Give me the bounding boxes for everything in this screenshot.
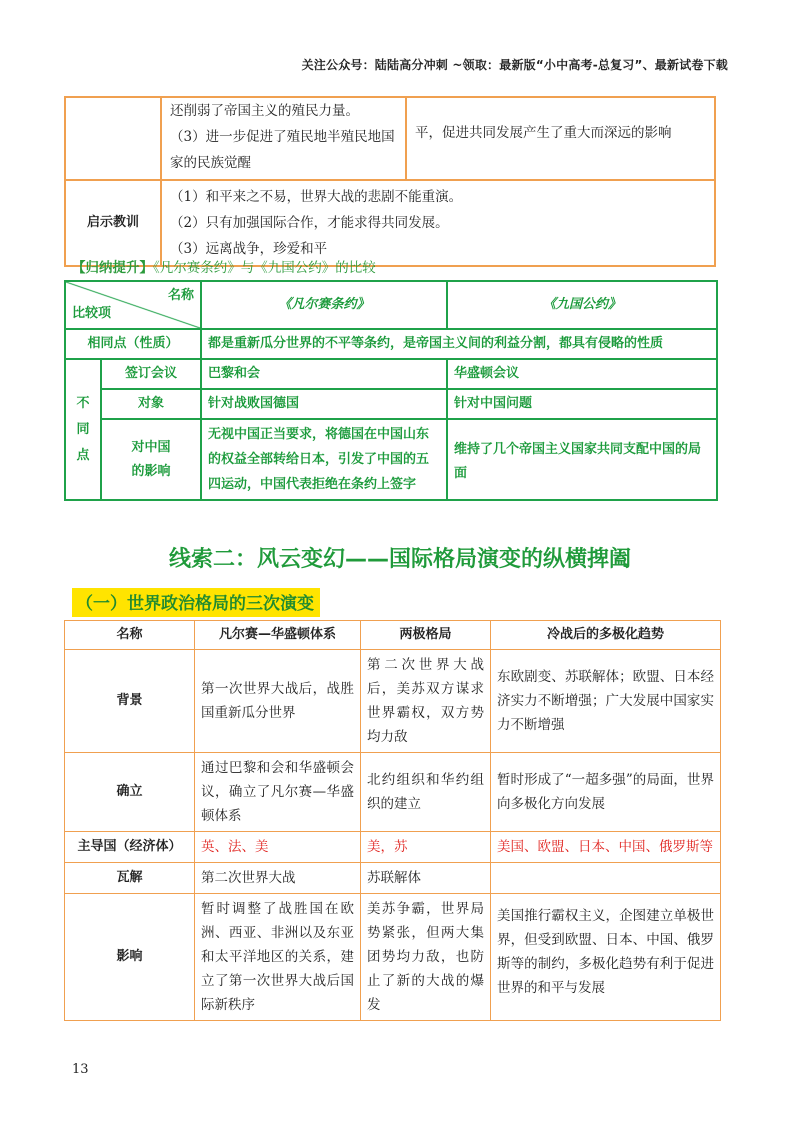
table-row (65, 832, 721, 863)
cell-nine-power: 华盛顿会议 (447, 359, 717, 389)
impact-cell: 平，促进共同发展产生了重大而深远的影响 (406, 97, 715, 180)
table-row (65, 329, 717, 359)
lesson-label: 启示教训 (65, 180, 161, 266)
cell-multipolar: 美国、欧盟、日本、中国、俄罗斯等 (491, 832, 721, 863)
impact-line: 还削弱了帝国主义的殖民力量。 (170, 103, 359, 119)
row-label: 主导国（经济体） (65, 832, 195, 863)
table-row (65, 894, 721, 1021)
table-row (65, 419, 717, 500)
row-label: 影响 (65, 894, 195, 1021)
treaty-comparison-table (64, 280, 718, 501)
cell-multipolar (491, 863, 721, 894)
row-label: 对象 (101, 389, 201, 419)
header-cell: 两极格局 (361, 621, 491, 650)
world-pattern-table (64, 620, 721, 1021)
header-nine-power: 《九国公约》 (447, 281, 717, 329)
cell-multipolar: 东欧剧变、苏联解体；欧盟、日本经济实力不断增强；广大发展中国家实力不断增强 (491, 650, 721, 753)
header-cell: 凡尔赛—华盛顿体系 (195, 621, 361, 650)
row-label: 签订会议 (101, 359, 201, 389)
cell-versailles: 针对战败国德国 (201, 389, 447, 419)
table-row (65, 650, 721, 753)
row-label: 对中国的影响 (101, 419, 201, 500)
table-row (65, 281, 717, 329)
header-versailles: 《凡尔赛条约》 (201, 281, 447, 329)
header-cell: 名称 (65, 621, 195, 650)
cell-versailles-washington: 英、法、美 (195, 832, 361, 863)
row-label: 瓦解 (65, 863, 195, 894)
cell-bipolar: 苏联解体 (361, 863, 491, 894)
lesson-item: （2）只有加强国际合作，才能求得共同发展。 (170, 215, 449, 231)
impact-line: （3）进一步促进了殖民地半殖民地国家的民族觉醒 (170, 129, 395, 171)
section-title: 线索二：风云变幻——国际格局演变的纵横捭阖 (168, 547, 631, 572)
table-row (65, 97, 715, 180)
corner-top: 名称 (167, 288, 194, 303)
cell-bipolar: 第二次世界大战后，美苏双方谋求世界霸权，双方势均力敌 (361, 650, 491, 753)
impact-cell (161, 97, 406, 180)
cell-versailles-washington: 第二次世界大战 (195, 863, 361, 894)
table-row (65, 359, 717, 389)
lesson-cell (161, 180, 715, 266)
table-row (65, 389, 717, 419)
page-number: 13 (72, 1062, 89, 1077)
summary-bracket: 【归纳提升】 (72, 260, 153, 276)
cell-bipolar: 北约组织和华约组织的建立 (361, 753, 491, 832)
row-label: 背景 (65, 650, 195, 753)
lesson-item: （3）远离战争，珍爱和平 (170, 241, 328, 257)
cell-bipolar: 美，苏 (361, 832, 491, 863)
corner-bottom: 比较项 (72, 306, 112, 321)
lesson-item: （1）和平来之不易，世界大战的悲剧不能重演。 (170, 189, 463, 205)
war-impact-table (64, 96, 716, 267)
same-label: 相同点（性质） (65, 329, 201, 359)
header-note: 关注公众号：陆陆高分冲刺 ~领取：最新版“小中高考-总复习”、最新试卷下载 (301, 58, 728, 72)
empty-label-cell (65, 97, 161, 180)
corner-cell (65, 281, 201, 329)
header-cell: 冷战后的多极化趋势 (491, 621, 721, 650)
cell-versailles: 无视中国正当要求，将德国在中国山东的权益全部转给日本，引发了中国的五四运动，中国代表拒绝在条约上签字 (201, 419, 447, 500)
cell-multipolar: 美国推行霸权主义，企图建立单极世界，但受到欧盟、日本、中国、俄罗斯等的制约，多极化趋势有利于促进世界的和平与发展 (491, 894, 721, 1021)
same-text: 都是重新瓜分世界的不平等条约，是帝国主义间的利益分割，都具有侵略的性质 (201, 329, 717, 359)
table-row (65, 621, 721, 650)
cell-versailles-washington: 通过巴黎和会和华盛顿会议，确立了凡尔赛—华盛顿体系 (195, 753, 361, 832)
summary-text: 《凡尔赛条约》与《九国公约》的比较 (153, 260, 376, 276)
cell-versailles-washington: 第一次世界大战后，战胜国重新瓜分世界 (195, 650, 361, 753)
row-label: 确立 (65, 753, 195, 832)
cell-versailles-washington: 暂时调整了战胜国在欧洲、西亚、非洲以及东亚和太平洋地区的关系，建立了第一次世界大战后国际新秩序 (195, 894, 361, 1021)
cell-versailles: 巴黎和会 (201, 359, 447, 389)
cell-nine-power: 针对中国问题 (447, 389, 717, 419)
cell-nine-power: 维持了几个帝国主义国家共同支配中国的局面 (447, 419, 717, 500)
sub-title: （一）世界政治格局的三次演变 (72, 588, 320, 617)
cell-multipolar: 暂时形成了“一超多强”的局面，世界向多极化方向发展 (491, 753, 721, 832)
summary-heading (72, 256, 376, 276)
table-row (65, 863, 721, 894)
diff-label: 不同点 (65, 359, 101, 500)
table-row (65, 753, 721, 832)
table-row (65, 180, 715, 266)
cell-bipolar: 美苏争霸，世界局势紧张，但两大集团势均力敌，也防止了新的大战的爆发 (361, 894, 491, 1021)
